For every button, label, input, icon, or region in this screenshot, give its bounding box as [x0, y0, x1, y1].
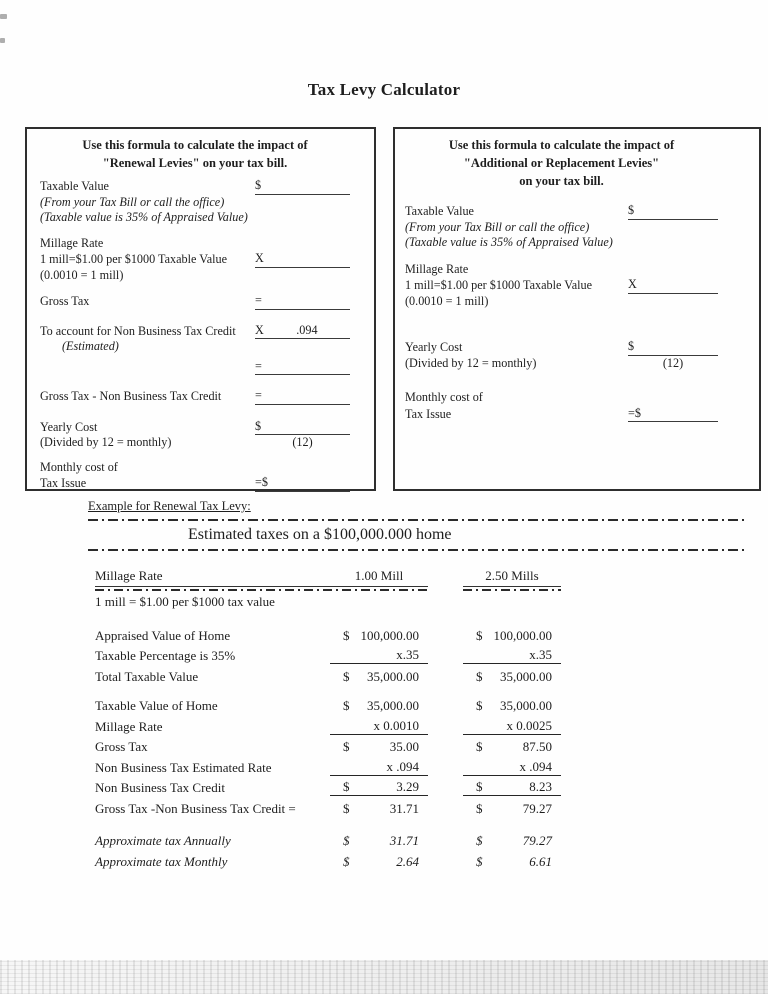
scan-artifact: [0, 38, 5, 43]
dash-dot-rule: [463, 589, 561, 591]
page-title: Tax Levy Calculator: [307, 80, 461, 99]
cell-value: 35,000.00: [367, 698, 419, 713]
millage-rate-blank-line: [628, 277, 718, 294]
cell-value: x .094: [386, 758, 419, 774]
mill-100-cell: [330, 854, 428, 870]
mill-250-cell: [463, 779, 561, 796]
header-left-group: [95, 568, 428, 587]
mill-250-cell: [463, 801, 561, 817]
multiply-prefix: X: [255, 251, 264, 266]
gross-minus-credit-label: Gross Tax - Non Business Tax Credit: [40, 389, 222, 404]
taxable-value-blank-line: [255, 178, 350, 195]
mill-100-column-header: 1.00 Mill: [354, 568, 404, 583]
tax-issue-row: [40, 475, 350, 492]
example-heading: Example for Renewal Tax Levy:: [88, 499, 251, 513]
cell-value: 8.23: [529, 779, 552, 794]
divided-note-row: [405, 356, 718, 372]
cell-value: 35,000.00: [500, 698, 552, 713]
table-row: [95, 755, 561, 776]
mill-250-cell: [463, 718, 561, 735]
row-label: Gross Tax -Non Business Tax Credit =: [95, 800, 296, 816]
scan-artifact: [0, 14, 7, 19]
table-header-row: [95, 568, 561, 587]
monthly-cost-label: Monthly cost of: [40, 459, 118, 474]
currency-sign: $: [343, 627, 350, 643]
cell-value: 100,000.00: [493, 627, 552, 643]
example-banner-text: Estimated taxes on a $100,000.000 home: [188, 526, 452, 543]
row-spacer: [95, 685, 561, 694]
additional-levies-box: [393, 127, 761, 491]
box-header-line2: "Renewal Levies" on your tax bill.: [102, 156, 288, 170]
cell-value: x 0.0010: [373, 717, 419, 733]
dollar-prefix: $: [255, 418, 262, 433]
currency-sign: $: [476, 853, 483, 869]
row-label: Taxable Value of Home: [95, 698, 218, 713]
currency-sign: $: [343, 698, 350, 713]
gross-minus-credit-row: [40, 388, 350, 405]
divisor-value: (12): [662, 355, 684, 370]
scan-noise-band: [0, 960, 768, 994]
cell-value: 100,000.00: [360, 627, 419, 643]
table-row: [95, 644, 561, 665]
cell-value: x .094: [519, 758, 552, 774]
currency-sign: $: [476, 833, 483, 848]
mill-100-cell: [330, 833, 428, 849]
tax-issue-label: Tax Issue: [405, 406, 452, 421]
dollar-prefix: $: [628, 203, 635, 217]
equals-prefix: =: [255, 358, 262, 373]
currency-sign: $: [343, 668, 350, 684]
tax-issue-blank-line: [628, 406, 718, 423]
non-business-credit-label: To account for Non Business Tax Credit: [40, 323, 236, 338]
estimated-note: (Estimated): [62, 339, 119, 354]
mill-250-cell: [463, 833, 561, 849]
credit-rate-value: .094: [296, 322, 318, 337]
label-column-header: Millage Rate: [95, 568, 163, 583]
yearly-cost-row: [40, 419, 350, 436]
currency-sign: $: [476, 668, 483, 684]
mill-100-cell: [330, 718, 428, 735]
taxable-note-1: (From your Tax Bill or call the office): [405, 219, 590, 234]
table-row: [95, 623, 561, 644]
row-label: Non Business Tax Estimated Rate: [95, 759, 272, 775]
currency-sign: $: [343, 800, 350, 816]
mill-250-cell: [463, 647, 561, 664]
millage-rate-sub: 1 mill=$1.00 per $1000 Taxable Value: [405, 278, 592, 293]
currency-sign: $: [343, 853, 350, 869]
multiply-prefix: X: [255, 322, 264, 337]
renewal-levies-box: [25, 127, 376, 491]
non-business-credit-row: [40, 323, 350, 340]
column-gap: [428, 589, 463, 591]
divided-note-row: [40, 435, 350, 451]
non-business-credit-line: [255, 323, 350, 340]
box-header: [405, 136, 718, 190]
cell-value: 79.27: [522, 800, 552, 816]
taxable-note-2: (Taxable value is 35% of Appraised Value): [40, 209, 248, 224]
table-row: [95, 714, 561, 735]
dollar-prefix: $: [628, 339, 635, 354]
gross-minus-credit-line: [255, 388, 350, 405]
dash-dot-rule: [88, 519, 746, 521]
equals-prefix: =: [255, 293, 262, 308]
row-spacer: [95, 817, 561, 829]
row-label: Non Business Tax Credit: [95, 780, 225, 795]
cell-value: 3.29: [396, 779, 419, 794]
divided-note: (Divided by 12 = monthly): [40, 435, 172, 450]
taxable-value-row: [405, 203, 718, 220]
dash-dot-rule: [88, 549, 746, 551]
cell-value: 6.61: [529, 853, 552, 869]
taxable-value-label: Taxable Value: [405, 204, 474, 218]
millage-rate-label: Millage Rate: [40, 235, 104, 250]
subtotal-blank-line: [255, 359, 350, 376]
box-header: [40, 136, 350, 172]
taxable-value-label: Taxable Value: [40, 179, 109, 193]
subtotal-row: [40, 359, 350, 376]
mill-100-cell: [330, 647, 428, 664]
table-row: [95, 694, 561, 715]
cell-value: x.35: [396, 647, 419, 662]
row-label: Total Taxable Value: [95, 668, 199, 684]
mill-100-cell: [330, 698, 428, 714]
mill-100-cell: [330, 779, 428, 796]
table-row: [95, 829, 561, 850]
box-header-line3: on your tax bill.: [519, 174, 604, 188]
yearly-cost-row: [405, 339, 718, 356]
mill-100-cell: [330, 669, 428, 685]
currency-sign: $: [343, 739, 350, 754]
row-label: Gross Tax: [95, 739, 148, 754]
cell-value: x.35: [529, 647, 552, 662]
row-label: Millage Rate: [95, 718, 163, 734]
mill-250-cell: [463, 669, 561, 685]
millage-rate-row: [40, 251, 350, 268]
monthly-cost-label: Monthly cost of: [405, 390, 483, 405]
yearly-cost-label: Yearly Cost: [40, 419, 98, 434]
box-header-line1: Use this formula to calculate the impact of: [82, 138, 308, 152]
row-label: Approximate tax Monthly: [95, 853, 228, 869]
table-row: [95, 796, 561, 817]
millage-rate-blank-line: [255, 251, 350, 268]
mill-250-cell: [463, 854, 561, 870]
yearly-cost-blank-line: [628, 339, 718, 356]
mill-100-cell: [330, 739, 428, 755]
example-table: [95, 568, 561, 870]
divisor-value: (12): [292, 435, 313, 450]
currency-sign: $: [476, 739, 483, 754]
mill-250-cell: [463, 698, 561, 714]
mill-250-cell: [463, 759, 561, 776]
mill-definition-note: 1 mill = $1.00 per $1000 tax value: [95, 594, 275, 609]
currency-sign: $: [476, 779, 483, 794]
cell-value: 35,000.00: [500, 668, 552, 684]
tax-issue-label: Tax Issue: [40, 476, 87, 491]
row-label: Appraised Value of Home: [95, 627, 231, 643]
taxable-note-1: (From your Tax Bill or call the office): [40, 194, 225, 209]
mill-250-column-header: 2.50 Mills: [463, 568, 561, 587]
divided-note: (Divided by 12 = monthly): [405, 355, 537, 370]
taxable-value-row: [40, 178, 350, 195]
tax-issue-blank-line: [255, 475, 350, 492]
table-row: [95, 849, 561, 870]
box-header-line2: "Additional or Replacement Levies": [463, 156, 660, 170]
currency-sign: $: [476, 698, 483, 713]
millage-note: (0.0010 = 1 mill): [40, 267, 124, 282]
dollar-prefix: $: [255, 178, 262, 192]
currency-sign: $: [343, 833, 350, 848]
multiply-prefix: X: [628, 277, 637, 292]
millage-rate-row: [405, 277, 718, 294]
taxable-note-2: (Taxable value is 35% of Appraised Value): [405, 234, 613, 249]
dash-dot-rule: [95, 589, 428, 591]
cell-value: 35.00: [389, 739, 419, 754]
cell-value: 31.71: [389, 800, 419, 816]
currency-sign: $: [476, 627, 483, 643]
yearly-cost-blank-line: [255, 419, 350, 436]
millage-rate-sub: 1 mill=$1.00 per $1000 Taxable Value: [40, 252, 227, 267]
row-label: Approximate tax Annually: [95, 833, 231, 848]
header-dash-rules: [95, 589, 561, 591]
table-row: [95, 735, 561, 756]
currency-sign: $: [476, 800, 483, 816]
cell-value: 2.64: [396, 853, 419, 869]
tax-issue-row: [405, 406, 718, 423]
cell-value: x 0.0025: [506, 717, 552, 733]
gross-tax-label: Gross Tax: [40, 294, 90, 309]
row-label: Taxable Percentage is 35%: [95, 648, 236, 663]
equals-dollar-prefix: =$: [255, 475, 268, 490]
cell-value: 31.71: [389, 833, 419, 848]
equals-prefix: =: [255, 388, 262, 403]
millage-rate-label: Millage Rate: [405, 261, 469, 276]
table-row: [95, 776, 561, 797]
yearly-cost-label: Yearly Cost: [405, 340, 463, 355]
gross-tax-row: [40, 293, 350, 310]
mill-100-cell: [330, 759, 428, 776]
cell-value: 35,000.00: [367, 668, 419, 684]
box-header-line1: Use this formula to calculate the impact of: [448, 138, 675, 152]
currency-sign: $: [343, 779, 350, 794]
millage-note: (0.0010 = 1 mill): [405, 293, 489, 308]
mill-100-cell: [330, 628, 428, 644]
table-body: [95, 623, 561, 870]
example-section: [88, 499, 746, 551]
gross-tax-blank-line: [255, 293, 350, 310]
mill-250-cell: [463, 739, 561, 755]
cell-value: 87.50: [522, 739, 552, 754]
mill-250-cell: [463, 628, 561, 644]
mill-100-cell: [330, 801, 428, 817]
cell-value: 79.27: [522, 833, 552, 848]
table-row: [95, 664, 561, 685]
equals-dollar-prefix: =$: [628, 405, 641, 420]
taxable-value-blank-line: [628, 203, 718, 220]
